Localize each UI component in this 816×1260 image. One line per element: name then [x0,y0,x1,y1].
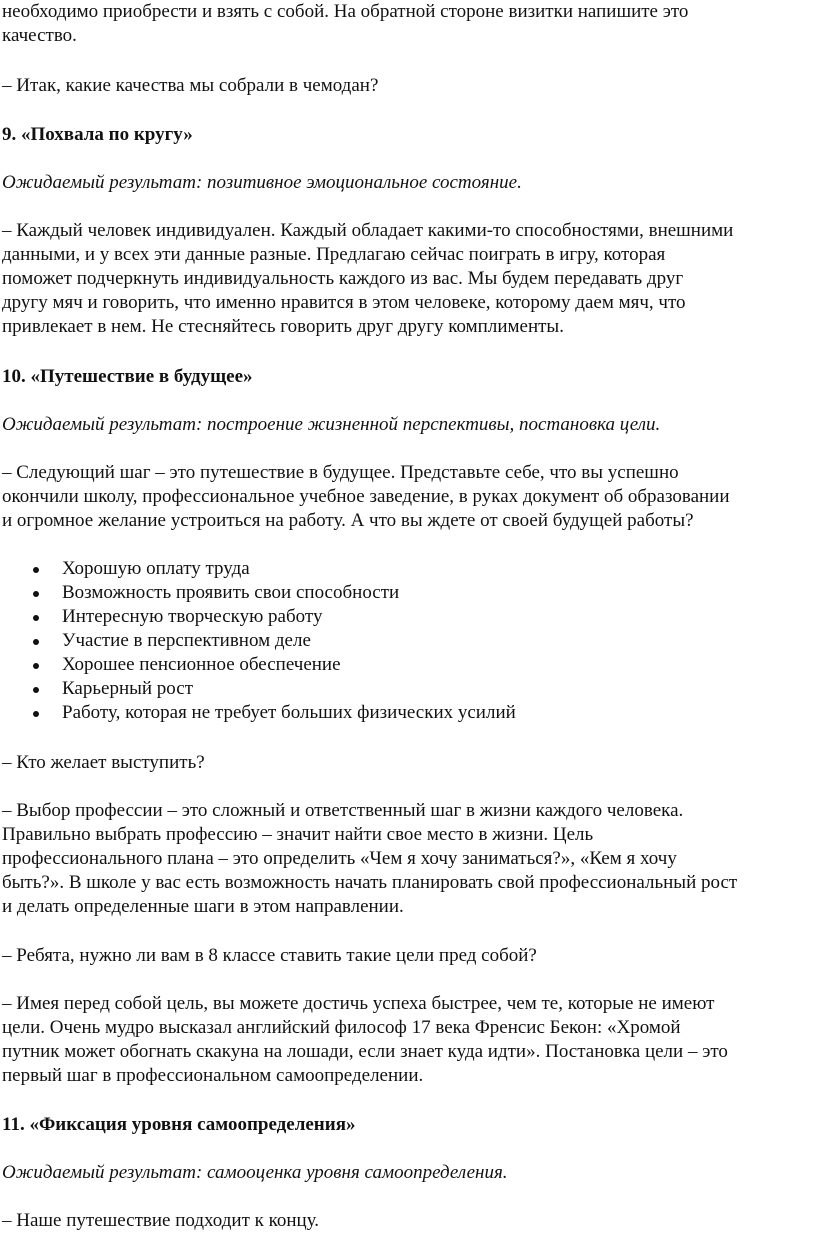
list-item [0,629,516,653]
text-line: профессионального плана – это определить «Чем я хочу заниматься?», «Кем я хочу [2,848,677,869]
list-item [0,701,516,725]
bullet-icon [33,663,39,669]
text-line: поможет подчеркнуть индивидуальность каждого из вас. Мы будем передавать друг [2,268,684,289]
list-item-label: Хорошее пенсионное обеспечение [62,654,341,675]
section-11-heading: 11. «Фиксация уровня самоопределения» [2,1114,356,1135]
profession-choice-paragraph [2,799,814,919]
bullet-icon [33,687,39,693]
text-line: привлекает в нем. Не стесняйтесь говорить друг другу комплименты. [2,316,564,337]
section-10-expected-result: Ожидаемый результат: построение жизненной перспективы, постановка цели. [2,414,661,435]
list-item [0,557,516,581]
text-line: – Имея перед собой цель, вы можете достичь успеха быстрее, чем те, которые не имеют [2,993,715,1014]
text-line: первый шаг в профессиональном самоопределении. [2,1065,424,1086]
text-line: – Следующий шаг – это путешествие в будущее. Представьте себе, что вы успешно [2,462,679,483]
bullet-icon [33,615,39,621]
list-item [0,605,516,629]
text-line: и делать определенные шаги в этом направлении. [2,896,404,917]
bullet-icon [33,567,39,573]
section-9-heading: 9. «Похвала по кругу» [2,124,193,145]
text-line: окончили школу, профессиональное учебное заведение, в руках документ об образовании [2,486,730,507]
text-line: данными, и у всех эти данные разные. Предлагаю сейчас поиграть в игру, которая [2,244,666,265]
text-line: необходимо приобрести и взять с собой. На обратной стороне визитки напишите это [2,1,689,22]
list-item-label: Возможность проявить свои способности [62,582,400,603]
text-line: быть?». В школе у вас есть возможность начать планировать свой профессиональный рост [2,872,738,893]
list-item [0,677,516,701]
list-item-label: Хорошую оплату труда [62,558,250,579]
section-10-body [2,461,814,533]
text-line: – Каждый человек индивидуален. Каждый обладает какими-то способностями, внешними [2,220,734,241]
list-item [0,581,516,605]
text-line: качество. [2,25,77,46]
expectations-list [0,557,516,725]
journey-ending-text: – Наше путешествие подходит к концу. [2,1210,320,1231]
bullet-icon [33,591,39,597]
list-item-label: Участие в перспективном деле [62,630,311,651]
section-9-body [2,219,814,339]
list-item-label: Карьерный рост [62,678,194,699]
goal-paragraph [2,992,814,1088]
section-10-heading: 10. «Путешествие в будущее» [2,366,253,387]
list-item [0,653,516,677]
intro-paragraph [2,0,814,48]
text-line: цели. Очень мудро высказал английский философ 17 века Френсис Бекон: «Хромой [2,1017,681,1038]
collected-question: – Итак, какие качества мы собрали в чемодан? [2,75,379,96]
text-line: Правильно выбрать профессию – значит найти свое место в жизни. Цель [2,824,594,845]
text-line: путник может обогнать скакуна на лошади, если знает куда идти». Постановка цели – это [2,1041,728,1062]
bullet-icon [33,639,39,645]
text-line: – Выбор профессии – это сложный и ответственный шаг в жизни каждого человека. [2,800,684,821]
text-line: другу мяч и говорить, что именно нравится в этом человеке, которому даем мяч, что [2,292,686,313]
list-item-label: Работу, которая не требует больших физических усилий [62,702,516,723]
list-item-label: Интересную творческую работу [62,606,323,627]
who-speaks-question: – Кто желает выступить? [2,752,205,773]
section-9-expected-result: Ожидаемый результат: позитивное эмоциональное состояние. [2,172,522,193]
grade-goals-question: – Ребята, нужно ли вам в 8 классе ставить такие цели пред собой? [2,945,537,966]
text-line: и огромное желание устроиться на работу. А что вы ждете от своей будущей работы? [2,510,694,531]
section-11-expected-result: Ожидаемый результат: самооценка уровня самоопределения. [2,1162,508,1183]
bullet-icon [33,711,39,717]
